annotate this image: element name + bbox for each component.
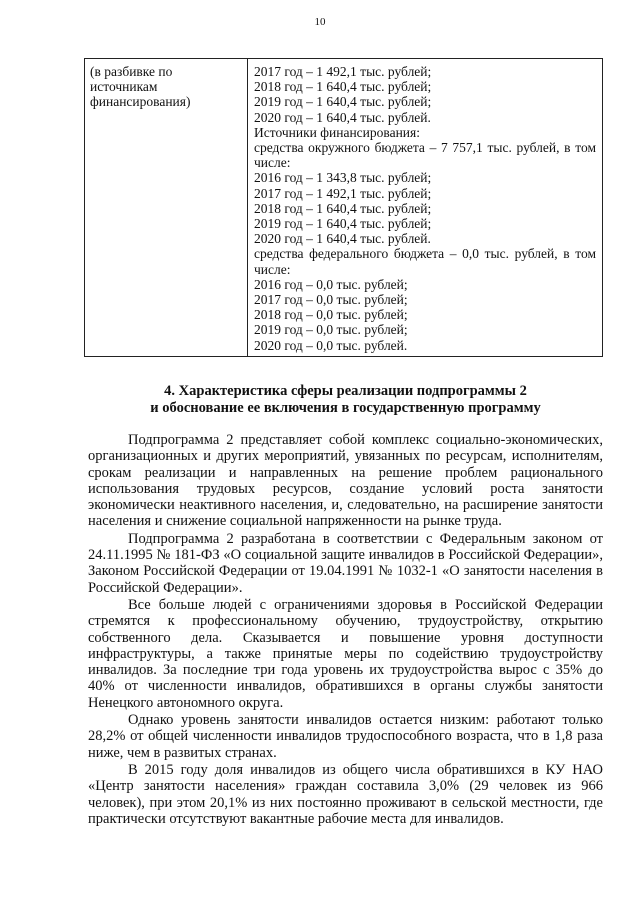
funding-label-line: финансирования) — [90, 94, 191, 110]
funding-line: 2018 год – 0,0 тыс. рублей; — [254, 307, 408, 323]
funding-label-cell — [85, 59, 248, 357]
funding-sources-heading: Источники финансирования: — [254, 124, 420, 140]
page-number: 10 — [314, 16, 326, 28]
funding-line: 2020 год – 1 640,4 тыс. рублей. — [254, 109, 431, 125]
section-body — [88, 432, 603, 828]
body-paragraph: В 2015 году доля инвалидов из общего числа обратившихся в КУ НАО «Центр занятости населения» граждан составила 3,0% (29 человек из 966 человек), при этом 20,1% из них постоянно проживают в сельской местности, где практически отсутствуют вакантные рабочие места для инвалидов. — [88, 761, 603, 827]
section-heading — [88, 383, 603, 417]
funding-table-row — [85, 59, 603, 357]
federal-budget-line: средства федерального бюджета – 0,0 тыс. рублей, в том числе: — [254, 246, 596, 277]
section-heading-line: и обоснование ее включения в государственную программу — [150, 400, 541, 416]
body-paragraph: Однако уровень занятости инвалидов остается низким: работают только 28,2% от общей численности инвалидов трудоспособного возраста, что в 1,8 раза ниже, чем в развитых странах. — [88, 712, 603, 761]
funding-line: 2017 год – 1 492,1 тыс. рублей; — [254, 185, 432, 201]
funding-line: 2019 год – 0,0 тыс. рублей; — [254, 322, 408, 338]
funding-line: 2016 год – 0,0 тыс. рублей; — [254, 276, 408, 292]
funding-values-cell — [248, 59, 603, 357]
funding-line: 2017 год – 1 492,1 тыс. рублей; — [254, 64, 432, 79]
funding-line: 2019 год – 1 640,4 тыс. рублей; — [254, 94, 432, 110]
funding-line: 2016 год – 1 343,8 тыс. рублей; — [254, 170, 432, 186]
body-paragraph: Подпрограмма 2 разработана в соответствии с Федеральным законом от 24.11.1995 № 181-ФЗ «О социальной защите инвалидов в Российской Федерации», Законом Российской Федерации от 19.04.1991 № 1032-1 «О занятости населения в Российской Федерации». — [88, 530, 603, 596]
funding-line: 2018 год – 1 640,4 тыс. рублей; — [254, 79, 432, 95]
funding-label-line: источникам — [90, 79, 158, 95]
funding-line: 2019 год – 1 640,4 тыс. рублей; — [254, 216, 432, 232]
funding-line: 2020 год – 0,0 тыс. рублей. — [254, 337, 408, 353]
funding-line: 2017 год – 0,0 тыс. рублей; — [254, 292, 408, 308]
funding-line: 2018 год – 1 640,4 тыс. рублей; — [254, 200, 432, 216]
funding-line: 2020 год – 1 640,4 тыс. рублей. — [254, 231, 431, 247]
section-heading-line: 4. Характеристика сферы реализации подпрограммы 2 — [164, 383, 527, 399]
body-paragraph: Все больше людей с ограничениями здоровья в Российской Федерации стремятся к профессиональному обучению, трудоустройству, открытию собственного дела. Сказывается и повышение уровня доступности инфраструктуры, а также принятые меры по содействию трудоустройству инвалидов. За последние три года уровень их трудоустройства вырос с 35% до 40% от численности инвалидов, обратившихся в органы службы занятости Ненецкого автономного округа. — [88, 596, 603, 711]
funding-label-line: (в разбивке по — [90, 64, 173, 79]
regional-budget-line: средства окружного бюджета – 7 757,1 тыс. рублей, в том числе: — [254, 140, 596, 171]
funding-table — [84, 58, 603, 357]
body-paragraph: Подпрограмма 2 представляет собой комплекс социально-экономических, организационных и других мероприятий, увязанных по ресурсам, исполнителям, срокам реализации и направленных на решение проблем рационального использования трудовых ресурсов, создание условий роста занятости экономически неактивного населения, и, следовательно, на расширение занятости населения и снижение социальной напряженности на рынке труда. — [88, 432, 603, 530]
